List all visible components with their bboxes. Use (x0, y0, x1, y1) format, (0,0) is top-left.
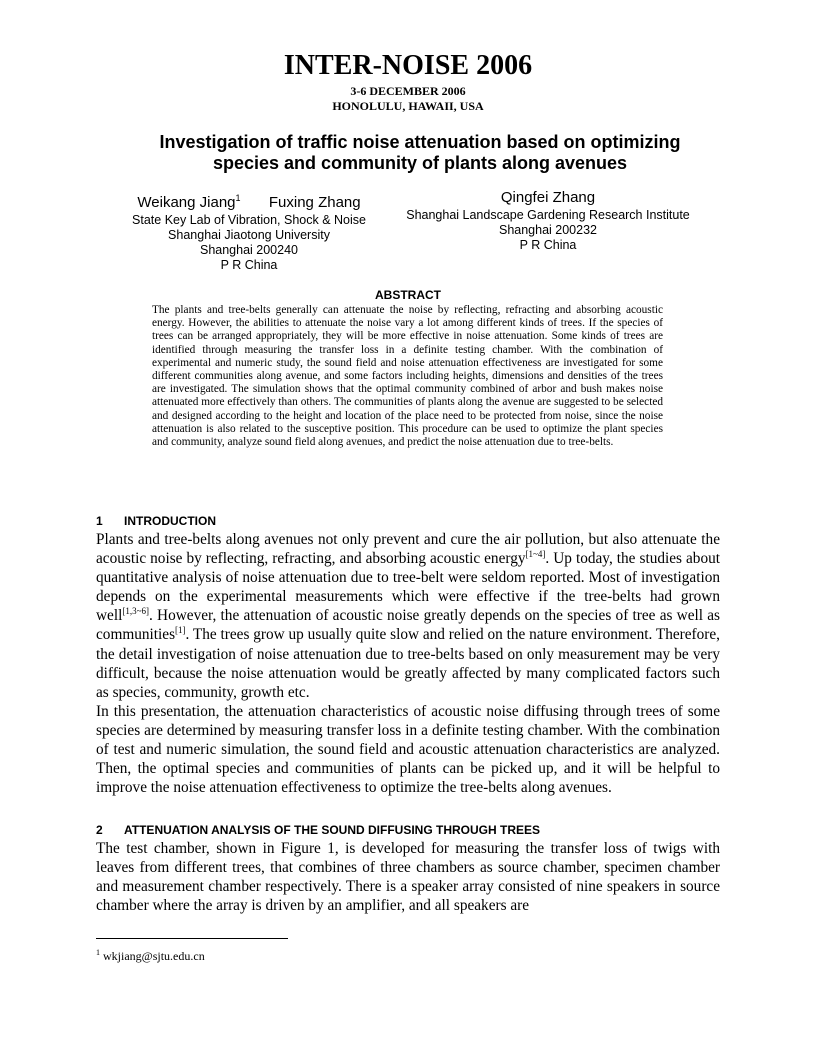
university-left: Shanghai Jiaotong University (168, 228, 330, 242)
abstract-text: The plants and tree-belts generally can attenuate the noise by reflecting, refracting and absorbing acoustic energy. However, the abilities to attenuate the noise vary a lot among different kinds of trees. If the species of trees can be arranged appropriately, they will be more effective in noise attenuation. Some kinds of trees are identified through measuring the transfer loss in a definite testing chamber. With the combination of experimental and numeric study, the sound field and noise attenuation effectiveness are investigated for some different communities along avenue, and some factors including heights, dimensions and densities of the trees are investigated. The simulation shows that the optimal community combined of arbor and bush makes noise attenuated more effectively than others. The communities of plants along the avenue are suggested to be selected and designed according to the height and location of the place need to be protected from noise, since the noise attenuation is also related to the susceptive position. This procedure can be used to optimize the plant species and community, analyze sound field along avenues, and predict the noise attenuation due to tree-belts. (152, 304, 663, 449)
affiliation-right: Shanghai Landscape Gardening Research Institute (406, 208, 690, 222)
footnote (96, 946, 205, 963)
author-block-left (118, 188, 380, 273)
paper-title (120, 132, 720, 174)
section-1-paragraph-2: In this presentation, the attenuation characteristics of acoustic noise diffusing through trees of some species are determined by measuring transfer loss in a definite testing chamber. With the combination of test and numeric simulation, the sound field and acoustic attenuation characteristics are analyzed. Then, the optimal species and communities of plants can be picked up, and it will be helpful to improve the noise attenuation effectiveness to optimize the tree-belts along avenues. (96, 702, 720, 797)
text-run: . Up today, the studies about quantitative analysis of noise attenuation due to tree-belt were seldom reported. Most of investigation depends on the experimental measurements which were effective if the tree-belts had grown well (96, 550, 721, 625)
conference-title: INTER-NOISE 2006 (283, 50, 533, 81)
section-1-body (96, 530, 720, 797)
footnote-mark: 1 (96, 948, 100, 957)
footnote-email: wkjiang@sjtu.edu.cn (103, 949, 205, 963)
section-1-heading (96, 514, 216, 528)
text-run: Plants and tree-belts along avenues not only prevent and cure the air pollution, but also attenuate the acoustic noise by reflecting, refracting, and absorbing acoustic energy (96, 531, 720, 568)
city-left: Shanghai 200240 (199, 243, 298, 257)
section-2-paragraph-1: The test chamber, shown in Figure 1, is developed for measuring the transfer loss of twigs with leaves from different trees, that combines of three chambers as source chamber, specimen chamber and measurement chamber respectively. There is a speaker array consisted of nine speakers in source chamber where the array is driven by an amplifier, and all speakers are (96, 840, 720, 915)
section-1-title: INTRODUCTION (124, 514, 216, 528)
section-2-heading (96, 823, 540, 837)
country-left: P R China (220, 258, 278, 272)
section-2-body (96, 839, 720, 915)
section-1-number: 1 (96, 514, 103, 528)
city-right: Shanghai 200232 (498, 223, 597, 237)
author-name-3: Qingfei Zhang (500, 189, 596, 206)
conference-location: HONOLULU, HAWAII, USA (332, 99, 484, 113)
author-names-left (118, 188, 380, 213)
affiliation-left: State Key Lab of Vibration, Shock & Noise (132, 213, 366, 227)
author-footnote-mark: 1 (235, 193, 241, 203)
section-2-title: ATTENUATION ANALYSIS OF THE SOUND DIFFUSING THROUGH TREES (124, 823, 541, 837)
paper-title-line-1: Investigation of traffic noise attenuation based on optimizing (159, 132, 681, 152)
footnote-divider (96, 938, 288, 939)
paper-title-line-2: species and community of plants along avenues (212, 153, 628, 173)
section-1-paragraph-1 (96, 530, 720, 702)
citation-ref: [1~4] (525, 549, 546, 559)
author-block-right (390, 188, 706, 253)
text-run: . However, the attenuation of acoustic noise greatly depends on the species of tree as well as communities (96, 607, 720, 644)
citation-ref: [1,3~6] (122, 606, 149, 617)
citation-ref: [1] (175, 625, 186, 636)
country-right: P R China (519, 238, 577, 252)
text-run: . The trees grow up usually quite slow and relied on the nature environment. Therefore, the detail investigation of noise attenuation due to tree-belts based on only measurement may be very difficult, because the noise attenuation would be greatly affected by many complicated factors such as species, community, growth etc. (96, 626, 720, 701)
conference-dates: 3-6 DECEMBER 2006 (350, 84, 466, 98)
author-name-1: Weikang Jiang (137, 194, 236, 211)
section-2-number: 2 (96, 823, 103, 837)
author-name-2: Fuxing Zhang (268, 194, 361, 211)
abstract-heading: ABSTRACT (375, 288, 441, 302)
